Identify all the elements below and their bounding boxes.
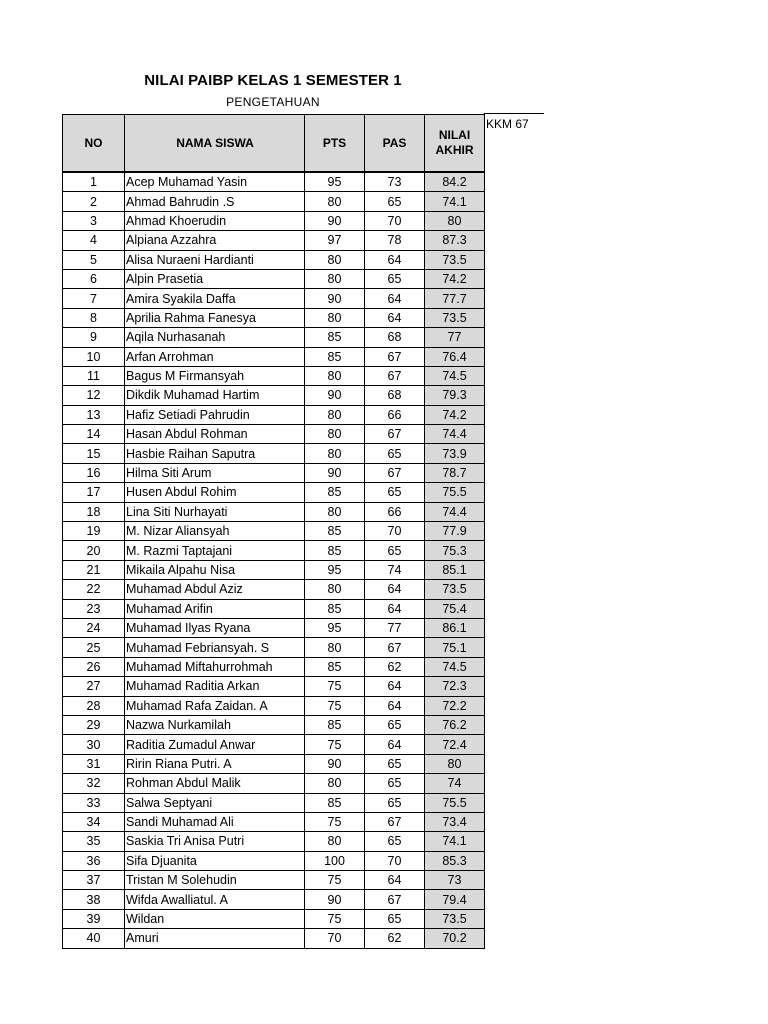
cell-pas: 66 [365,405,425,424]
cell-nilai-akhir: 73.4 [425,812,485,831]
cell-nilai-akhir: 70.2 [425,929,485,948]
document-subtitle: PENGETAHUAN [226,95,320,109]
cell-student-name: Hilma Siti Arum [125,463,305,482]
cell-pts: 80 [305,444,365,463]
cell-pas: 65 [365,774,425,793]
cell-nilai-akhir: 74.4 [425,425,485,444]
cell-no: 9 [63,328,125,347]
cell-student-name: Saskia Tri Anisa Putri [125,832,305,851]
cell-student-name: Raditia Zumadul Anwar [125,735,305,754]
cell-student-name: Alpin Prasetia [125,269,305,288]
cell-no: 38 [63,890,125,909]
cell-no: 29 [63,715,125,734]
cell-nilai-akhir: 74.2 [425,405,485,424]
cell-pas: 65 [365,909,425,928]
cell-pts: 90 [305,754,365,773]
cell-student-name: Arfan Arrohman [125,347,305,366]
cell-pts: 85 [305,793,365,812]
cell-pas: 73 [365,173,425,192]
table-row [63,425,485,444]
cell-pts: 80 [305,405,365,424]
cell-no: 32 [63,774,125,793]
table-row [63,211,485,230]
header-nilai-akhir-line2: AKHIR [435,143,474,157]
table-row [63,269,485,288]
cell-nilai-akhir: 75.5 [425,483,485,502]
table-row [63,192,485,211]
cell-pas: 74 [365,560,425,579]
cell-nilai-akhir: 74.1 [425,832,485,851]
cell-student-name: Hasan Abdul Rohman [125,425,305,444]
cell-nilai-akhir: 73.5 [425,308,485,327]
cell-pts: 90 [305,211,365,230]
cell-student-name: Muhamad Arifin [125,599,305,618]
cell-student-name: Acep Muhamad Yasin [125,173,305,192]
cell-pts: 80 [305,366,365,385]
cell-pts: 80 [305,425,365,444]
document-title: NILAI PAIBP KELAS 1 SEMESTER 1 [144,72,402,89]
cell-no: 13 [63,405,125,424]
cell-pas: 78 [365,231,425,250]
cell-no: 11 [63,366,125,385]
cell-nilai-akhir: 75.3 [425,541,485,560]
cell-pts: 90 [305,386,365,405]
cell-pas: 67 [365,638,425,657]
cell-pas: 67 [365,347,425,366]
cell-pts: 95 [305,560,365,579]
kkm-label: KKM 67 [484,113,544,171]
header-pas: PAS [365,115,425,172]
cell-student-name: Muhamad Rafa Zaidan. A [125,696,305,715]
cell-no: 2 [63,192,125,211]
cell-nilai-akhir: 74.2 [425,269,485,288]
table-row [63,580,485,599]
cell-student-name: Aqila Nurhasanah [125,328,305,347]
cell-pas: 65 [365,793,425,812]
cell-pas: 65 [365,754,425,773]
cell-nilai-akhir: 73.5 [425,909,485,928]
cell-pas: 65 [365,715,425,734]
cell-student-name: Salwa Septyani [125,793,305,812]
cell-no: 20 [63,541,125,560]
cell-pts: 90 [305,289,365,308]
table-row [63,250,485,269]
cell-nilai-akhir: 84.2 [425,173,485,192]
header-no: NO [63,115,125,172]
cell-student-name: Muhamad Febriansyah. S [125,638,305,657]
cell-no: 27 [63,677,125,696]
cell-no: 10 [63,347,125,366]
cell-nilai-akhir: 75.5 [425,793,485,812]
cell-no: 12 [63,386,125,405]
table-row [63,308,485,327]
table-row [63,696,485,715]
cell-pas: 67 [365,812,425,831]
cell-pas: 70 [365,851,425,870]
cell-pas: 65 [365,444,425,463]
cell-student-name: Hasbie Raihan Saputra [125,444,305,463]
cell-student-name: M. Razmi Taptajani [125,541,305,560]
cell-student-name: Ahmad Bahrudin .S [125,192,305,211]
cell-no: 39 [63,909,125,928]
table-row [63,541,485,560]
cell-pas: 67 [365,425,425,444]
table-row [63,599,485,618]
cell-pas: 65 [365,269,425,288]
cell-nilai-akhir: 74.1 [425,192,485,211]
cell-pas: 62 [365,929,425,948]
cell-pas: 65 [365,832,425,851]
table-row [63,463,485,482]
cell-no: 18 [63,502,125,521]
cell-pts: 80 [305,580,365,599]
cell-pts: 75 [305,677,365,696]
table-row [63,231,485,250]
table-row [63,890,485,909]
cell-nilai-akhir: 78.7 [425,463,485,482]
cell-nilai-akhir: 73.9 [425,444,485,463]
cell-no: 17 [63,483,125,502]
table-row [63,735,485,754]
cell-pts: 85 [305,541,365,560]
cell-nilai-akhir: 74.5 [425,366,485,385]
cell-pas: 66 [365,502,425,521]
cell-student-name: Muhamad Miftahurrohmah [125,657,305,676]
cell-no: 1 [63,173,125,192]
table-row [63,812,485,831]
cell-nilai-akhir: 72.3 [425,677,485,696]
cell-nilai-akhir: 77 [425,328,485,347]
table-row [63,560,485,579]
cell-no: 28 [63,696,125,715]
cell-pts: 75 [305,812,365,831]
cell-pas: 70 [365,522,425,541]
cell-nilai-akhir: 73.5 [425,250,485,269]
cell-pts: 80 [305,308,365,327]
cell-pas: 64 [365,735,425,754]
table-row [63,618,485,637]
cell-no: 36 [63,851,125,870]
cell-student-name: Bagus M Firmansyah [125,366,305,385]
cell-nilai-akhir: 86.1 [425,618,485,637]
cell-no: 35 [63,832,125,851]
cell-no: 26 [63,657,125,676]
cell-no: 14 [63,425,125,444]
cell-student-name: Rohman Abdul Malik [125,774,305,793]
cell-nilai-akhir: 75.1 [425,638,485,657]
table-body [63,172,485,949]
cell-nilai-akhir: 73 [425,871,485,890]
cell-nilai-akhir: 77.7 [425,289,485,308]
cell-no: 23 [63,599,125,618]
header-nilai-akhir-line1: NILAI [438,128,471,142]
cell-nilai-akhir: 74.4 [425,502,485,521]
table-row [63,347,485,366]
cell-nilai-akhir: 73.5 [425,580,485,599]
cell-no: 21 [63,560,125,579]
table-row [63,405,485,424]
table-row [63,677,485,696]
cell-student-name: Alpiana Azzahra [125,231,305,250]
cell-pas: 77 [365,618,425,637]
table-row [63,444,485,463]
cell-pas: 64 [365,308,425,327]
cell-pts: 85 [305,328,365,347]
cell-pas: 67 [365,890,425,909]
cell-nilai-akhir: 85.1 [425,560,485,579]
table-row [63,832,485,851]
cell-student-name: Amuri [125,929,305,948]
cell-nilai-akhir: 72.2 [425,696,485,715]
cell-pts: 85 [305,483,365,502]
cell-nilai-akhir: 75.4 [425,599,485,618]
cell-student-name: Amira Syakila Daffa [125,289,305,308]
table-row [63,289,485,308]
cell-pas: 64 [365,250,425,269]
cell-student-name: Sandi Muhamad Ali [125,812,305,831]
cell-no: 24 [63,618,125,637]
cell-pts: 85 [305,715,365,734]
header-nilai-akhir [425,115,485,172]
table-row [63,715,485,734]
cell-nilai-akhir: 80 [425,754,485,773]
cell-nilai-akhir: 77.9 [425,522,485,541]
cell-nilai-akhir: 72.4 [425,735,485,754]
cell-pts: 85 [305,347,365,366]
cell-nilai-akhir: 79.3 [425,386,485,405]
cell-pts: 75 [305,696,365,715]
cell-pas: 64 [365,580,425,599]
cell-pts: 70 [305,929,365,948]
cell-no: 34 [63,812,125,831]
cell-pts: 100 [305,851,365,870]
cell-student-name: Dikdik Muhamad Hartim [125,386,305,405]
table-row [63,774,485,793]
cell-nilai-akhir: 85.3 [425,851,485,870]
cell-student-name: Muhamad Raditia Arkan [125,677,305,696]
cell-student-name: Lina Siti Nurhayati [125,502,305,521]
cell-student-name: Mikaila Alpahu Nisa [125,560,305,579]
cell-no: 3 [63,211,125,230]
table-row [63,638,485,657]
cell-pts: 80 [305,502,365,521]
table-row [63,366,485,385]
table-row [63,657,485,676]
cell-pts: 90 [305,463,365,482]
cell-student-name: Hafiz Setiadi Pahrudin [125,405,305,424]
table-row [63,502,485,521]
cell-pas: 70 [365,211,425,230]
cell-pas: 64 [365,289,425,308]
cell-nilai-akhir: 74.5 [425,657,485,676]
cell-no: 31 [63,754,125,773]
cell-pas: 68 [365,328,425,347]
cell-pts: 75 [305,735,365,754]
cell-pts: 95 [305,173,365,192]
cell-no: 33 [63,793,125,812]
cell-nilai-akhir: 76.2 [425,715,485,734]
grades-table [62,114,485,949]
cell-no: 19 [63,522,125,541]
cell-student-name: Nazwa Nurkamilah [125,715,305,734]
cell-no: 7 [63,289,125,308]
cell-student-name: M. Nizar Aliansyah [125,522,305,541]
cell-student-name: Ririn Riana Putri. A [125,754,305,773]
cell-no: 16 [63,463,125,482]
header-pts: PTS [305,115,365,172]
cell-no: 37 [63,871,125,890]
cell-no: 5 [63,250,125,269]
cell-pts: 80 [305,832,365,851]
cell-pas: 65 [365,541,425,560]
header-name: NAMA SISWA [125,115,305,172]
cell-pts: 80 [305,774,365,793]
cell-pas: 64 [365,871,425,890]
cell-pas: 64 [365,696,425,715]
cell-nilai-akhir: 80 [425,211,485,230]
cell-student-name: Sifa Djuanita [125,851,305,870]
cell-student-name: Alisa Nuraeni Hardianti [125,250,305,269]
cell-no: 8 [63,308,125,327]
cell-nilai-akhir: 87.3 [425,231,485,250]
cell-nilai-akhir: 79.4 [425,890,485,909]
cell-pas: 65 [365,483,425,502]
cell-student-name: Muhamad Abdul Aziz [125,580,305,599]
cell-no: 6 [63,269,125,288]
cell-pts: 75 [305,871,365,890]
cell-pts: 90 [305,890,365,909]
cell-pts: 80 [305,192,365,211]
cell-pts: 80 [305,250,365,269]
cell-pas: 65 [365,192,425,211]
table-header [63,115,485,172]
cell-pts: 85 [305,657,365,676]
table-row [63,386,485,405]
cell-pas: 64 [365,677,425,696]
cell-student-name: Wifda Awalliatul. A [125,890,305,909]
cell-no: 25 [63,638,125,657]
cell-pts: 85 [305,599,365,618]
table-row [63,754,485,773]
table-row [63,871,485,890]
cell-no: 15 [63,444,125,463]
cell-no: 4 [63,231,125,250]
cell-student-name: Ahmad Khoerudin [125,211,305,230]
cell-pts: 80 [305,638,365,657]
cell-pas: 67 [365,366,425,385]
cell-pts: 85 [305,522,365,541]
table-row [63,793,485,812]
cell-student-name: Wildan [125,909,305,928]
cell-nilai-akhir: 74 [425,774,485,793]
header-row [63,115,485,172]
cell-pas: 67 [365,463,425,482]
cell-pts: 95 [305,618,365,637]
table-row [63,851,485,870]
cell-student-name: Tristan M Solehudin [125,871,305,890]
cell-student-name: Aprilia Rahma Fanesya [125,308,305,327]
table-row [63,909,485,928]
table-row [63,929,485,948]
table-row [63,522,485,541]
cell-pts: 80 [305,269,365,288]
table-row [63,328,485,347]
table-row [63,173,485,192]
cell-pas: 62 [365,657,425,676]
table-row [63,483,485,502]
cell-pas: 68 [365,386,425,405]
cell-pts: 75 [305,909,365,928]
cell-no: 40 [63,929,125,948]
cell-no: 30 [63,735,125,754]
cell-nilai-akhir: 76.4 [425,347,485,366]
cell-student-name: Muhamad Ilyas Ryana [125,618,305,637]
cell-pts: 97 [305,231,365,250]
cell-no: 22 [63,580,125,599]
cell-pas: 64 [365,599,425,618]
cell-student-name: Husen Abdul Rohim [125,483,305,502]
